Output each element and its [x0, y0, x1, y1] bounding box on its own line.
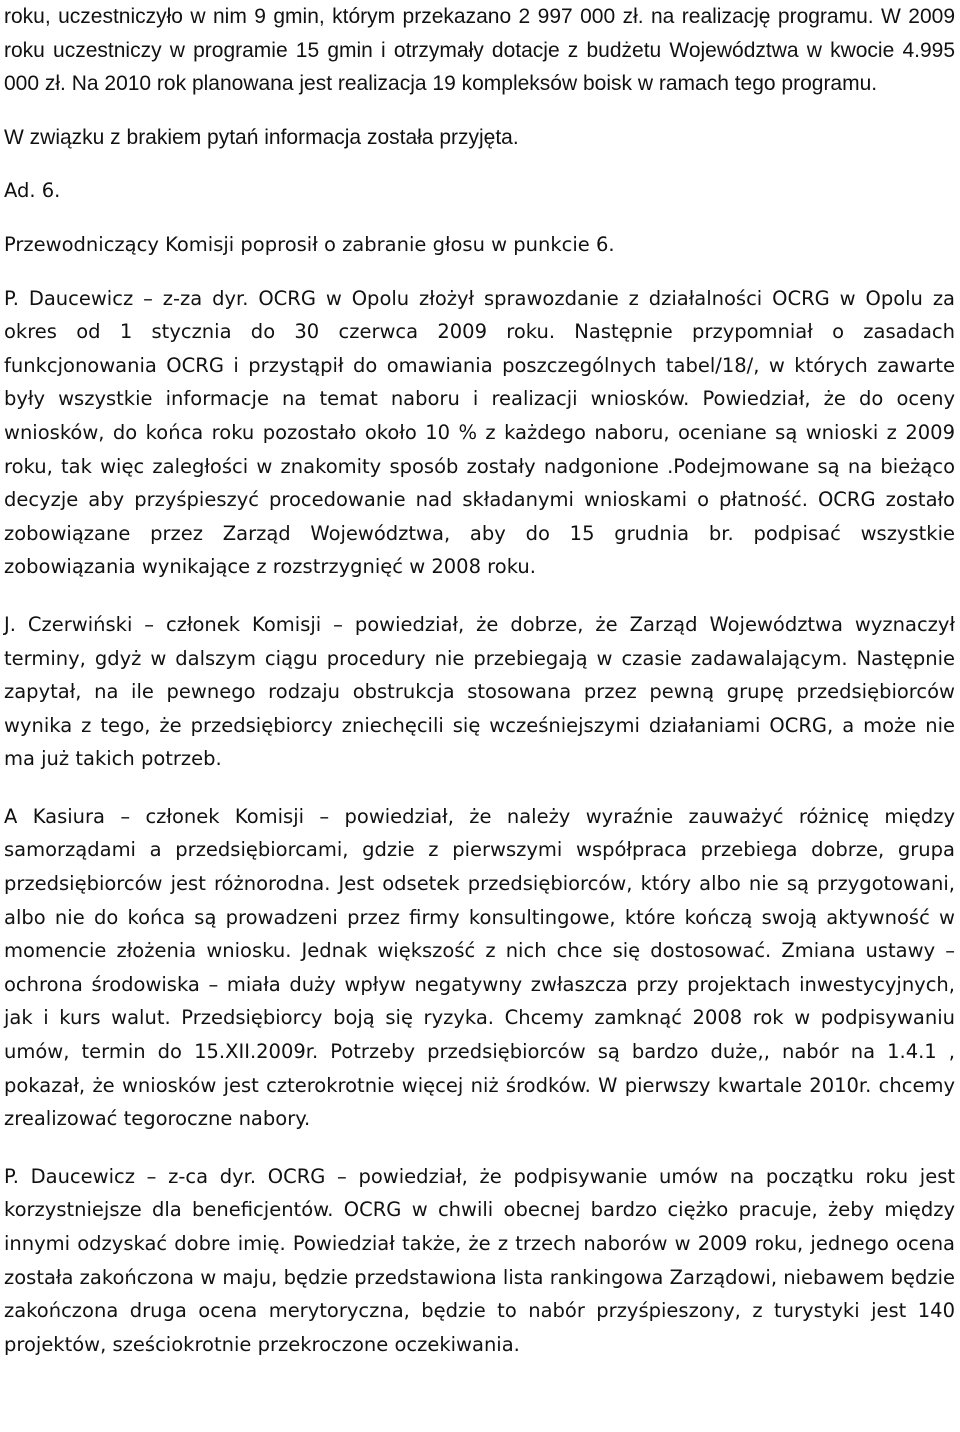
paragraph-boiska-program: roku, uczestniczyło w nim 9 gmin, którym przekazano 2 997 000 zł. na realizację programu. W 2009 roku uczestniczy w programie 15 gmin i otrzymały dotacje z budżetu Województwa w kwocie 4.995 000 zł. Na 2010 rok planowana jest realizacja 19 kompleksów boisk w ramach tego programu. — [4, 5, 955, 96]
paragraph-information-accepted: W związku z brakiem pytań informacja została przyjęta. — [4, 125, 519, 149]
document-page — [4, 0, 955, 1361]
paragraph-daucewicz-report: P. Daucewicz – z-za dyr. OCRG w Opolu złożył sprawozdanie z działalności OCRG w Opolu za okres od 1 stycznia do 30 czerwca 2009 roku. Następnie przypomniał o zasadach funkcjonowania OCRG i przystąpił do omawiania poszczególnych tabel/18/, w których zawarte były wszystkie informacje na temat naboru i realizacji wniosków. Powiedział, że do oceny wniosków, do końca roku pozostało około 10 % z każdego naboru, oceniane są wnioski z 2009 roku, tak więc zaległości w znakomity sposób zostały nadgonione .Podejmowane są na bieżąco decyzje aby przyśpieszyć procedowanie nad składanymi wnioskami o płatność. OCRG zostało zobowiązane przez Zarząd Województwa, aby do 15 grudnia br. podpisać wszystkie zobowiązania wynikające z rozstrzygnięć w 2008 roku. — [4, 286, 955, 579]
paragraph-chairman-request: Przewodniczący Komisji poprosił o zabranie głosu w punkcie 6. — [4, 232, 615, 256]
paragraph-kasiura-statement: A Kasiura – członek Komisji – powiedział, że należy wyraźnie zauważyć różnicę między samorządami a przedsiębiorcami, gdzie z pierwszymi współpraca przebiega dobrze, grupa przedsiębiorców jest różnorodna. Jest odsetek przedsiębiorców, który albo nie są przygotowani, albo nie do końca są prowadzeni przez firmy konsultingowe, które kończą swoją aktywność w momencie złożenia wniosku. Jednak większość z nich chce się dostosować. Zmiana ustawy – ochrona środowiska – miała duży wpływ negatywny zwłaszcza przy projektach inwestycyjnych, jak i kurs walut. Przedsiębiorcy boją się ryzyka. Chcemy zamknąć 2008 rok w podpisywaniu umów, termin do 15.XII.2009r. Potrzeby przedsiębiorców są bardzo duże,, nabór na 1.4.1 , pokazał, że wniosków jest czterokrotnie więcej niż środków. W pierwszy kwartale 2010r. chcemy zrealizować tegoroczne nabory. — [4, 804, 955, 1131]
paragraph-czerwinski-statement: J. Czerwiński – członek Komisji – powiedział, że dobrze, że Zarząd Województwa wyznaczył terminy, gdyż w dalszym ciągu procedury nie przebiegają w czasie zadawalającym. Następnie zapytał, na ile pewnego rodzaju obstrukcja stosowana przez pewną grupę przedsiębiorców wynika z tego, że przedsiębiorcy zniechęcili się wcześniejszymi działaniami OCRG, a może nie ma już takich potrzeb. — [4, 612, 955, 771]
agenda-item-heading: Ad. 6. — [4, 179, 61, 203]
paragraph-daucewicz-statement: P. Daucewicz – z-ca dyr. OCRG – powiedział, że podpisywanie umów na początku roku jest korzystniejsze dla beneficjentów. OCRG w chwili obecnej bardzo ciężko pracuje, żeby między innymi odzyskać dobre imię. Powiedział także, że z trzech naborów w 2009 roku, jednego ocena została zakończona w maju, będzie przedstawiona lista rankingowa Zarządowi, niebawem będzie zakończona druga ocena merytoryczna, będzie to nabór przyśpieszony, z turystyki jest 140 projektów, sześciokrotnie przekroczone oczekiwania. — [4, 1164, 955, 1356]
